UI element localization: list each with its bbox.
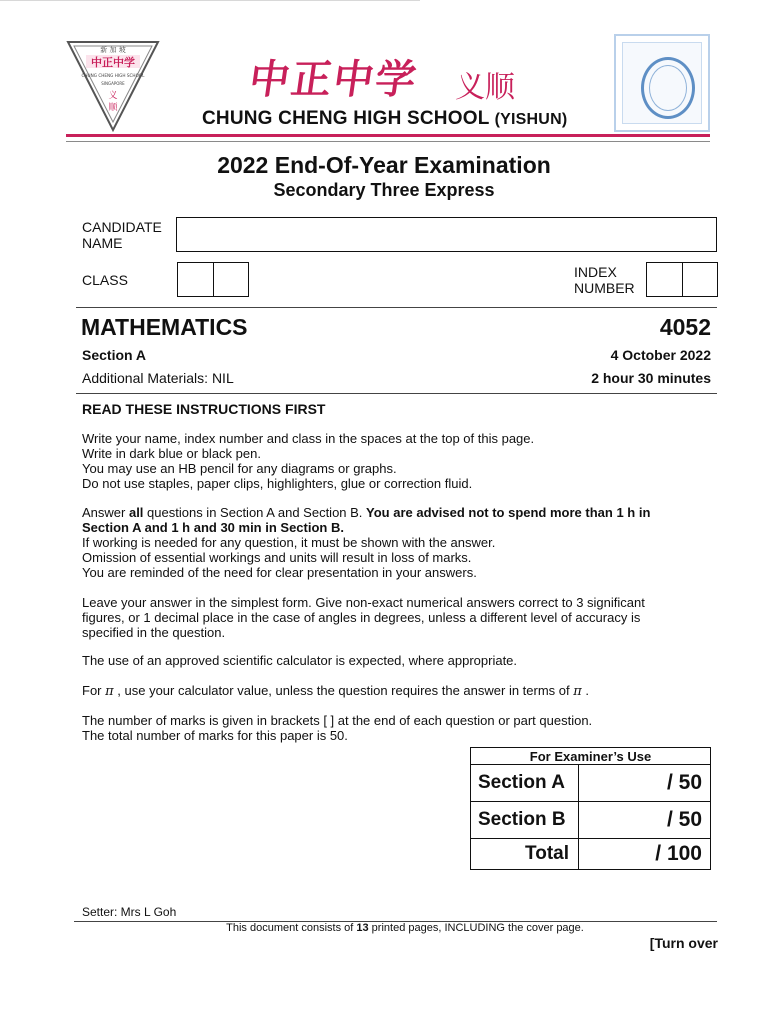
paper-section: Section A bbox=[82, 347, 147, 363]
index-cell-2[interactable] bbox=[682, 263, 718, 296]
instruction-line bbox=[82, 683, 712, 699]
class-cell-2[interactable] bbox=[213, 263, 249, 296]
school-name-text: CHUNG CHENG HIGH SCHOOL bbox=[202, 108, 490, 129]
school-branch: (YISHUN) bbox=[494, 111, 568, 128]
pi-symbol: π bbox=[573, 684, 582, 699]
instruction-line: Do not use staples, paper clips, highlighters, glue or correction fluid. bbox=[82, 476, 473, 491]
candidate-divider bbox=[76, 307, 717, 308]
candidate-name-field[interactable] bbox=[176, 217, 717, 252]
exam-title: 2022 End-Of-Year Examination bbox=[217, 152, 551, 178]
pi-symbol: π bbox=[105, 684, 114, 699]
header-rule-grey bbox=[66, 141, 710, 142]
index-label-line2: NUMBER bbox=[574, 280, 635, 296]
subject-name: MATHEMATICS bbox=[81, 314, 248, 340]
top-edge-rule bbox=[0, 0, 420, 1]
table-row bbox=[471, 765, 711, 802]
table-header-row bbox=[471, 748, 711, 765]
instructions-paragraph-1 bbox=[82, 431, 712, 491]
instruction-line: The number of marks is given in brackets [ ] at the end of each question or part question. bbox=[82, 713, 593, 728]
instructions-heading: READ THESE INSTRUCTIONS FIRST bbox=[82, 401, 326, 417]
text-run: , use your calculator value, unless the question requires the answer in terms of bbox=[113, 683, 574, 698]
text-run: . bbox=[581, 683, 590, 698]
grade-stamp bbox=[614, 34, 710, 132]
instruction-line: specified in the question. bbox=[82, 625, 226, 640]
instruction-line: Write in dark blue or black pen. bbox=[82, 446, 261, 461]
school-name bbox=[202, 108, 567, 130]
row-label-section-b: Section B bbox=[471, 802, 579, 839]
instruction-line: The total number of marks for this paper is 50. bbox=[82, 728, 348, 743]
index-cell-1[interactable] bbox=[647, 263, 682, 296]
svg-text:新 加 坡: 新 加 坡 bbox=[100, 46, 126, 54]
instruction-line bbox=[82, 505, 712, 520]
svg-text:中正中学: 中正中学 bbox=[91, 56, 135, 69]
header-rule-magenta bbox=[66, 134, 710, 137]
instruction-line: Write your name, index number and class in the spaces at the top of this page. bbox=[82, 431, 535, 446]
additional-materials: Additional Materials: NIL bbox=[82, 370, 234, 386]
class-cell-1[interactable] bbox=[178, 263, 213, 296]
examiners-use-header: For Examiner’s Use bbox=[471, 748, 711, 765]
exam-duration: 2 hour 30 minutes bbox=[591, 370, 711, 386]
examiners-use-table bbox=[470, 747, 711, 870]
subject-code: 4052 bbox=[659, 314, 711, 340]
text-run: printed pages, INCLUDING the cover page. bbox=[368, 922, 584, 934]
class-label: CLASS bbox=[82, 272, 128, 288]
school-chinese-name: 中正中学 bbox=[246, 56, 421, 103]
table-row bbox=[471, 839, 711, 870]
text-run: For bbox=[82, 683, 106, 698]
instructions-paragraph-5 bbox=[82, 683, 712, 699]
instruction-line: Omission of essential workings and units will result in loss of marks. bbox=[82, 550, 472, 565]
setter-name: Setter: Mrs L Goh bbox=[82, 905, 177, 919]
svg-text:CHUNG CHENG HIGH SCHOOL: CHUNG CHENG HIGH SCHOOL bbox=[81, 73, 145, 78]
instructions-paragraph-2 bbox=[82, 505, 712, 580]
instruction-line: You are reminded of the need for clear presentation in your answers. bbox=[82, 565, 477, 580]
school-chinese-branch: 义顺 bbox=[455, 70, 515, 105]
candidate-name-label bbox=[82, 219, 162, 251]
row-marks-section-a: / 50 bbox=[579, 765, 711, 802]
instructions-paragraph-4 bbox=[82, 653, 712, 668]
text-run-bold: You are advised not to spend more than 1 h in bbox=[366, 505, 651, 520]
instructions-divider bbox=[76, 393, 717, 394]
text-run: Answer bbox=[82, 505, 129, 520]
school-crest-logo bbox=[66, 40, 160, 132]
instruction-line: figures, or 1 decimal place in the case of angles in degrees, unless a different level of accuracy is bbox=[82, 610, 641, 625]
page-count-note bbox=[0, 922, 768, 934]
instruction-line: Leave your answer in the simplest form. Give non-exact numerical answers correct to 3 significant bbox=[82, 595, 645, 610]
stamp-letter-o bbox=[641, 57, 695, 119]
index-label-line1: INDEX bbox=[574, 264, 617, 280]
exam-level: Secondary Three Express bbox=[273, 180, 495, 200]
row-marks-section-b: / 50 bbox=[579, 802, 711, 839]
instruction-line: The use of an approved scientific calculator is expected, where appropriate. bbox=[82, 653, 518, 668]
page-count: 13 bbox=[356, 922, 369, 934]
index-number-label bbox=[574, 264, 635, 296]
table-row bbox=[471, 802, 711, 839]
svg-text:顺: 顺 bbox=[108, 103, 118, 113]
class-field[interactable] bbox=[177, 262, 249, 297]
row-marks-total: / 100 bbox=[579, 839, 711, 870]
candidate-label-line2: NAME bbox=[82, 235, 123, 251]
text-run: questions in Section A and Section B. bbox=[143, 505, 367, 520]
instruction-line: If working is needed for any question, it must be shown with the answer. bbox=[82, 535, 496, 550]
text-run-bold: all bbox=[128, 505, 144, 520]
row-label-total: Total bbox=[471, 839, 579, 870]
instructions-paragraph-6 bbox=[82, 713, 712, 743]
svg-text:SINGAPORE: SINGAPORE bbox=[101, 81, 125, 86]
row-label-section-a: Section A bbox=[471, 765, 579, 802]
instruction-line: You may use an HB pencil for any diagrams or graphs. bbox=[82, 461, 397, 476]
text-run: This document consists of bbox=[226, 922, 357, 934]
instruction-line: Section A and 1 h and 30 min in Section B. bbox=[82, 520, 344, 535]
svg-text:义: 义 bbox=[108, 91, 118, 101]
stamp-inner bbox=[622, 42, 702, 124]
instructions-paragraph-3 bbox=[82, 595, 712, 640]
turn-over-note: [Turn over bbox=[649, 935, 718, 951]
exam-date: 4 October 2022 bbox=[610, 347, 711, 363]
index-number-field[interactable] bbox=[646, 262, 718, 297]
candidate-label-line1: CANDIDATE bbox=[82, 219, 162, 235]
